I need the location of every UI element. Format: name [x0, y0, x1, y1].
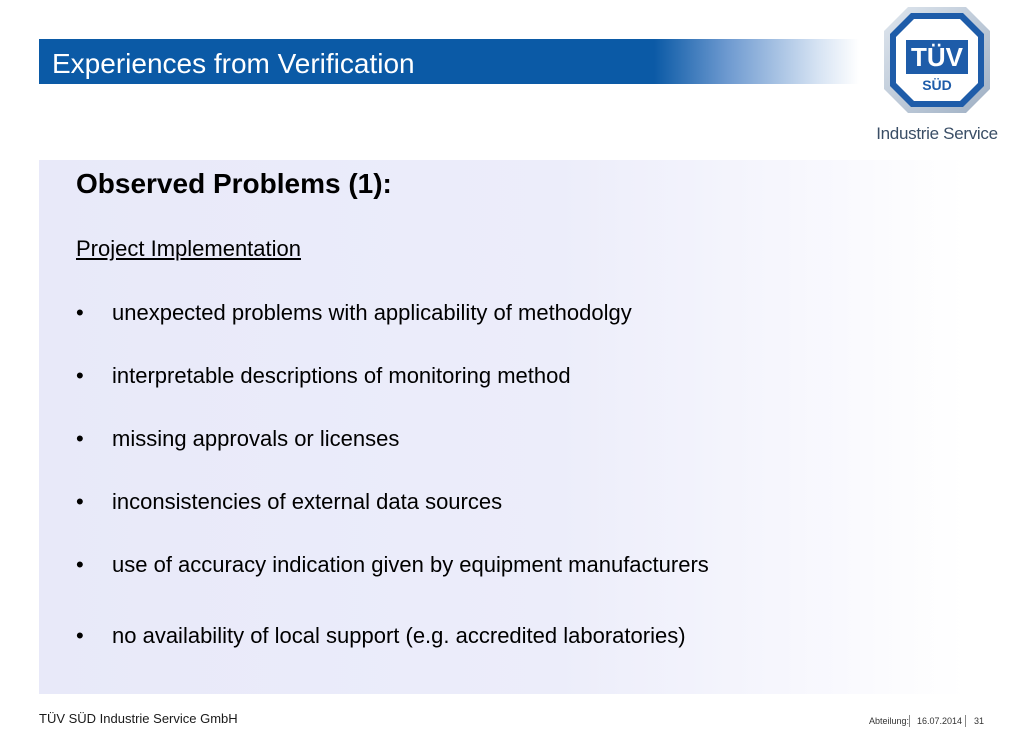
- footer-company: TÜV SÜD Industrie Service GmbH: [39, 711, 238, 726]
- bullet-item: [76, 552, 709, 578]
- footer-page-number: 31: [974, 716, 985, 726]
- tuv-sud-logo: [868, 4, 1008, 148]
- logo-mark: TÜV: [911, 42, 963, 72]
- bullet-item: [76, 489, 502, 515]
- bullet-icon: •: [76, 489, 84, 514]
- footer-divider: [909, 715, 910, 727]
- bullet-text: no availability of local support (e.g. accredited laboratories): [112, 623, 686, 648]
- bullet-icon: •: [76, 552, 84, 577]
- title-bar: [39, 39, 859, 84]
- footer-date: 16.07.2014: [917, 716, 963, 726]
- bullet-text: unexpected problems with applicability of methodolgy: [112, 300, 632, 325]
- bullet-text: use of accuracy indication given by equipment manufacturers: [112, 552, 709, 577]
- bullet-item: [76, 426, 399, 452]
- bullet-text: inconsistencies of external data sources: [112, 489, 503, 514]
- tuv-octagon-icon: [868, 4, 1008, 124]
- footer-divider: [965, 715, 966, 727]
- bullet-icon: •: [76, 623, 84, 648]
- bullet-icon: •: [76, 300, 84, 325]
- bullet-icon: •: [76, 426, 84, 451]
- footer-department-label: Abteilung:: [869, 716, 910, 726]
- bullet-item: [76, 363, 571, 389]
- slide-title: Experiences from Verification: [52, 48, 415, 79]
- section-heading: Observed Problems (1):: [76, 168, 392, 199]
- logo-mark-sub: SÜD: [922, 77, 952, 93]
- section-subheading: Project Implementation: [76, 236, 301, 261]
- bullet-icon: •: [76, 363, 84, 388]
- bullet-text: interpretable descriptions of monitoring method: [112, 363, 571, 388]
- content-panel: [39, 160, 985, 694]
- bullet-item: [76, 300, 632, 326]
- bullet-text: missing approvals or licenses: [112, 426, 400, 451]
- bullet-item: [76, 623, 686, 649]
- logo-subtitle: Industrie Service: [876, 124, 998, 143]
